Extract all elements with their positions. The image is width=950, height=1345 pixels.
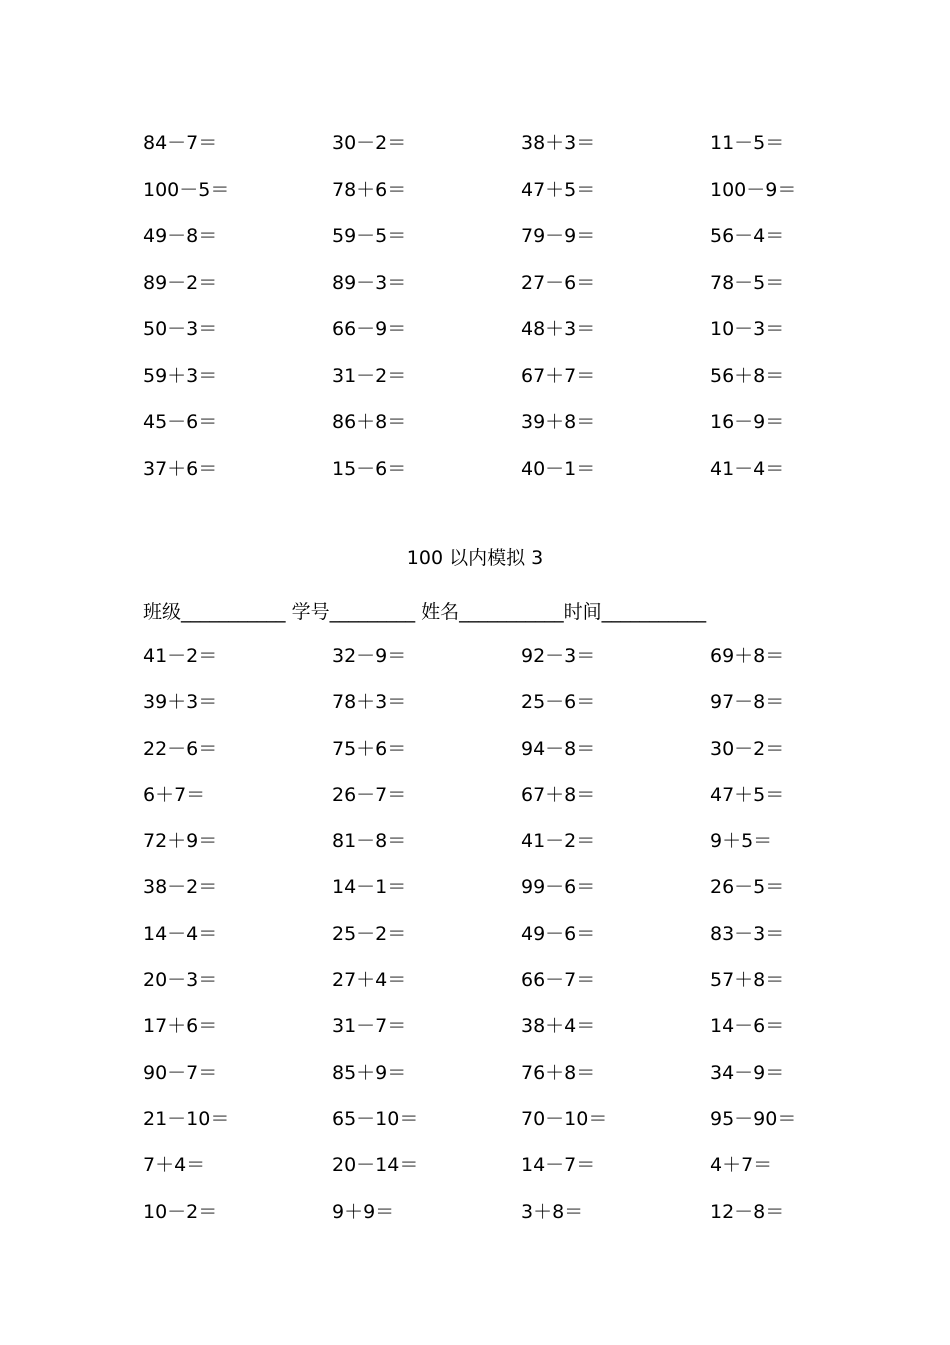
problem-row <box>143 221 903 268</box>
problem-cell: 38＋4＝ <box>521 1015 596 1038</box>
problem-cell: 4＋7＝ <box>710 1154 773 1177</box>
problem-cell: 69＋8＝ <box>710 645 785 667</box>
problem-cell: 66－9＝ <box>332 318 407 340</box>
problem-row <box>143 1197 903 1243</box>
problem-row <box>143 1104 903 1150</box>
problem-cell: 7＋4＝ <box>143 1154 206 1177</box>
problem-cell: 49－6＝ <box>521 922 596 945</box>
problem-cell: 41－2＝ <box>521 830 596 853</box>
problem-cell: 20－14＝ <box>332 1154 419 1177</box>
problem-cell: 11－5＝ <box>710 132 785 154</box>
problem-cell: 37＋6＝ <box>143 457 218 480</box>
problem-cell: 20－3＝ <box>143 969 218 992</box>
problem-cell: 3＋8＝ <box>521 1200 584 1223</box>
problem-cell: 85＋9＝ <box>332 1061 407 1084</box>
student-number-label: 学号 <box>291 601 330 623</box>
problem-cell: 97－8＝ <box>710 691 785 714</box>
problem-cell: 32－9＝ <box>332 645 407 667</box>
problem-cell: 79－9＝ <box>521 225 596 247</box>
problem-row <box>143 1150 903 1196</box>
problem-cell: 15－6＝ <box>332 457 407 480</box>
problem-cell: 31－2＝ <box>332 364 407 387</box>
problem-cell: 12－8＝ <box>710 1200 785 1223</box>
problem-cell: 48＋3＝ <box>521 318 596 340</box>
problem-row <box>143 268 903 315</box>
problem-cell: 39＋3＝ <box>143 691 218 714</box>
problem-cell: 59－5＝ <box>332 225 407 247</box>
problem-cell: 50－3＝ <box>143 318 218 340</box>
problem-cell: 67＋7＝ <box>521 364 596 387</box>
problem-cell: 47＋5＝ <box>710 783 785 806</box>
problem-cell: 25－2＝ <box>332 922 407 945</box>
problem-cell: 70－10＝ <box>521 1107 608 1130</box>
problem-cell: 81－8＝ <box>332 830 407 853</box>
problem-cell: 99－6＝ <box>521 876 596 899</box>
student-info-line <box>143 597 706 624</box>
problem-cell: 14－7＝ <box>521 1154 596 1177</box>
problem-cell: 66－7＝ <box>521 969 596 992</box>
problem-row <box>143 826 903 872</box>
problem-row <box>143 128 903 175</box>
problem-cell: 84－7＝ <box>143 132 218 154</box>
problem-cell: 86＋8＝ <box>332 411 407 433</box>
problem-row <box>143 641 903 687</box>
problem-cell: 78＋6＝ <box>332 178 407 201</box>
class-label: 班级 <box>143 601 182 623</box>
problem-row <box>143 780 903 826</box>
problem-cell: 94－8＝ <box>521 737 596 760</box>
problem-cell: 59＋3＝ <box>143 364 218 387</box>
problem-row <box>143 1011 903 1057</box>
problem-cell: 17＋6＝ <box>143 1015 218 1038</box>
problem-cell: 10－3＝ <box>710 318 785 340</box>
problem-row <box>143 454 903 501</box>
problem-cell: 26－7＝ <box>332 783 407 806</box>
problem-row <box>143 687 903 733</box>
problem-row <box>143 965 903 1011</box>
problem-cell: 31－7＝ <box>332 1015 407 1038</box>
problem-cell: 89－3＝ <box>332 271 407 294</box>
name-label: 姓名 <box>421 601 460 623</box>
problem-cell: 72＋9＝ <box>143 830 218 853</box>
problem-cell: 90－7＝ <box>143 1061 218 1084</box>
problem-cell: 26－5＝ <box>710 876 785 899</box>
problem-cell: 78＋3＝ <box>332 691 407 714</box>
problem-cell: 95－90＝ <box>710 1107 797 1130</box>
problem-cell: 76＋8＝ <box>521 1061 596 1084</box>
problem-cell: 14－4＝ <box>143 922 218 945</box>
problem-cell: 10－2＝ <box>143 1200 218 1223</box>
name-blank[interactable]: ___________ <box>459 601 564 623</box>
problem-cell: 45－6＝ <box>143 411 218 433</box>
problem-cell: 100－9＝ <box>710 178 797 201</box>
problem-row <box>143 361 903 408</box>
problem-cell: 41－4＝ <box>710 457 785 480</box>
section-title: 100 以内模拟 3 <box>406 547 544 569</box>
problem-row <box>143 314 903 361</box>
problem-cell: 9＋5＝ <box>710 830 773 853</box>
problem-cell: 56＋8＝ <box>710 364 785 387</box>
problem-cell: 78－5＝ <box>710 271 785 294</box>
class-blank[interactable]: ___________ <box>181 601 286 623</box>
problem-row <box>143 919 903 965</box>
problem-cell: 83－3＝ <box>710 922 785 945</box>
student-number-blank[interactable]: _________ <box>329 601 416 623</box>
problem-cell: 14－6＝ <box>710 1015 785 1038</box>
problem-cell: 6＋7＝ <box>143 783 206 806</box>
problem-cell: 27－6＝ <box>521 271 596 294</box>
problem-cell: 34－9＝ <box>710 1061 785 1084</box>
problem-cell: 9＋9＝ <box>332 1200 395 1223</box>
time-label: 时间 <box>563 601 602 623</box>
problem-cell: 75＋6＝ <box>332 737 407 760</box>
problem-cell: 67＋8＝ <box>521 783 596 806</box>
problem-cell: 38－2＝ <box>143 876 218 899</box>
problem-cell: 57＋8＝ <box>710 969 785 992</box>
problem-cell: 22－6＝ <box>143 737 218 760</box>
problem-row <box>143 734 903 780</box>
time-blank[interactable]: ___________ <box>601 601 707 623</box>
problem-row <box>143 175 903 222</box>
problem-row <box>143 872 903 918</box>
problem-cell: 92－3＝ <box>521 645 596 667</box>
problem-cell: 56－4＝ <box>710 225 785 247</box>
problem-cell: 65－10＝ <box>332 1107 419 1130</box>
problem-cell: 40－1＝ <box>521 457 596 480</box>
problem-grid-bottom <box>143 641 903 1243</box>
problem-row <box>143 407 903 454</box>
problem-cell: 47＋5＝ <box>521 178 596 201</box>
problem-cell: 41－2＝ <box>143 645 218 667</box>
problem-cell: 21－10＝ <box>143 1107 230 1130</box>
problem-cell: 49－8＝ <box>143 225 218 247</box>
problem-cell: 39＋8＝ <box>521 411 596 433</box>
problem-cell: 16－9＝ <box>710 411 785 433</box>
problem-grid-top <box>143 128 903 500</box>
problem-cell: 30－2＝ <box>332 132 407 154</box>
problem-cell: 38＋3＝ <box>521 132 596 154</box>
problem-cell: 100－5＝ <box>143 178 230 201</box>
problem-cell: 30－2＝ <box>710 737 785 760</box>
problem-row <box>143 1058 903 1104</box>
problem-cell: 25－6＝ <box>521 691 596 714</box>
problem-cell: 27＋4＝ <box>332 969 407 992</box>
problem-cell: 89－2＝ <box>143 271 218 294</box>
problem-cell: 14－1＝ <box>332 876 407 899</box>
